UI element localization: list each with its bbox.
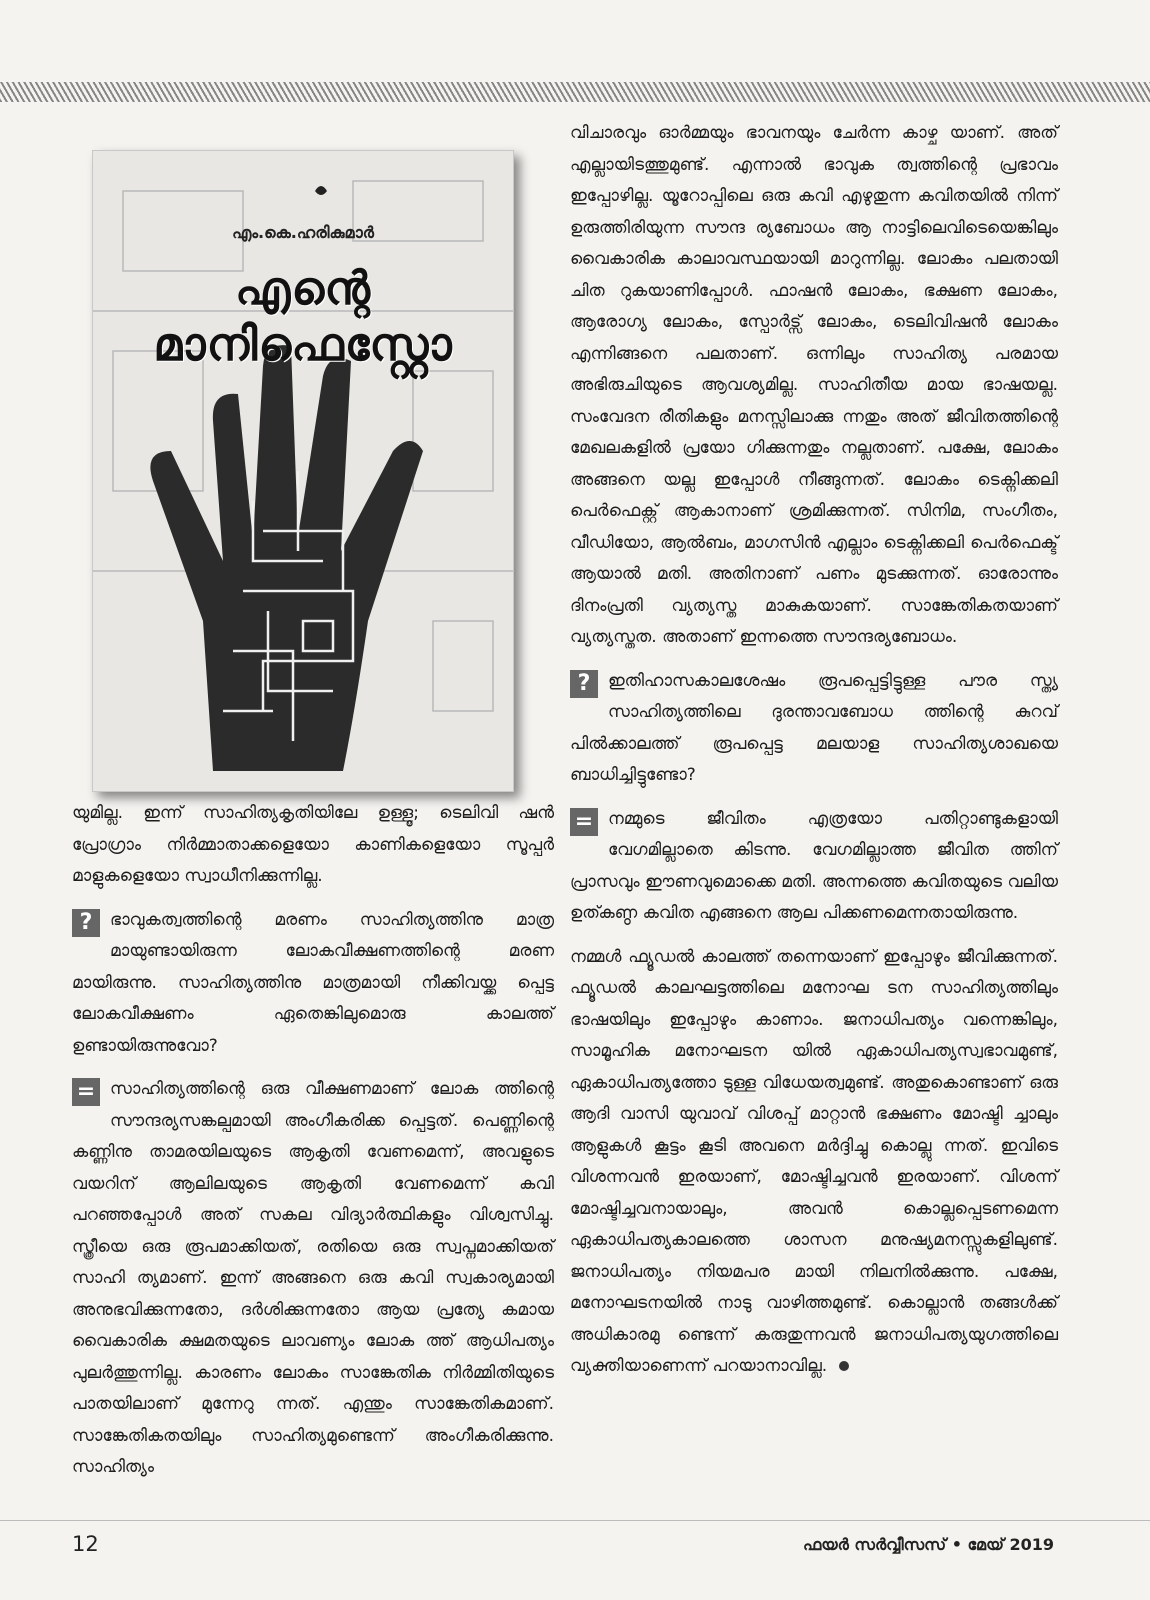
footer-rule (0, 1520, 1150, 1521)
answer-text: നമ്മുടെ ജീവിതം എത്രയോ പതിറ്റാണ്ടുകളായി വേഗമില്ലാതെ കിടന്നു. വേഗമില്ലാത്ത ജീവിത ത്തിന് പ്രാസവും ഈണവുമൊക്കെ മതി. അന്നത്തെ കവിതയുടെ വലിയ ഉത്കണ്ഠ കവിത എങ്ങനെ ആല പിക്കണമെന്നതായിരുന്നു. (570, 808, 1058, 923)
paragraph: വിചാരവും ഓർമ്മയും ഭാവനയും ചേർന്ന കാഴ്ച യാണ്. അത് എല്ലായിടത്തുമുണ്ട്. എന്നാൽ ഭാവുക ത്വത്തിന്റെ പ്രഭാവം ഇപ്പോഴില്ല. യൂറോപ്പിലെ ഒരു കവി എഴുതുന്ന കവിതയിൽ നിന്ന് ഉരുത്തിരിയുന്ന സൗന്ദ ര്യബോധം ആ നാട്ടിലെവിടെയെങ്കിലും വൈകാരിക കാലാവസ്ഥയായി മാറുന്നില്ല. ലോകം പലതായി ചിത റുകയാണിപ്പോൾ. ഫാഷൻ ലോകം, ഭക്ഷണ ലോകം, ആരോഗ്യ ലോകം, സ്പോർട്സ് ലോകം, ടെലിവിഷൻ ലോകം എന്നിങ്ങനെ പലതാണ്. ഒന്നിലും സാഹിത്യ പരമായ അഭിരുചിയുടെ ആവശ്യമില്ല. സാഹിതീയ മായ ഭാഷയല്ല. സംവേദന രീതികളും മനസ്സിലാക്കു ന്നതും അത് ജീവിതത്തിന്റെ മേഖലകളിൽ പ്രയോ ഗിക്കുന്നതും നല്ലതാണ്. പക്ഷേ, ലോകം അങ്ങനെ യല്ല ഇപ്പോൾ നീങ്ങുന്നത്. ലോകം ടെക്നിക്കലി പെർഫെക്റ്റ് ആകാനാണ് ശ്രമിക്കുന്നത്. സിനിമ, സംഗീതം, വീഡിയോ, ആൽബം, മാഗസിൻ എല്ലാം ടെക്നിക്കലി പെർഫെക്ട് ആയാൽ മതി. അതിനാണ് പണം മുടക്കുന്നത്. ഓരോന്നും ദിനംപ്രതി വ്യത്യസ്ത മാകുകയാണ്. സാങ്കേതികതയാണ് വ്യത്യസ്തത. അതാണ് ഇന്നത്തെ സൗന്ദര്യബോധം. (570, 123, 1058, 647)
left-column (72, 798, 554, 1496)
book-cover-image (92, 150, 514, 792)
answer-block (72, 1074, 554, 1484)
publisher-logo-icon (315, 186, 327, 195)
paragraph-text: നമ്മൾ ഫ്യൂഡൽ കാലത്ത് തന്നെയാണ് ഇപ്പോഴും ജീവിക്കുന്നത്. ഫ്യൂഡൽ കാലഘട്ടത്തിലെ മനോഘ ടന സാഹിത്യത്തിലും ഭാഷയിലും ഇപ്പോഴും കാണാം. ജനാധിപത്യം വന്നെങ്കിലും, സാമൂഹിക മനോഘടന യിൽ ഏകാധിപത്യസ്വഭാവമുണ്ട്, ഏകാധിപത്യത്തോ ടുള്ള വിധേയത്വമുണ്ട്. അതുകൊണ്ടാണ് ഒരു ആദി വാസി യുവാവ് വിശപ്പ് മാറ്റാൻ ഭക്ഷണം മോഷ്ടി ച്ചാലും ആളുകൾ കൂട്ടം കൂടി അവനെ മർദ്ദിച്ചു കൊല്ലു ന്നത്. ഇവിടെ വിശന്നവൻ ഇരയാണ്, മോഷ്ടിച്ചവൻ ഇരയാണ്. വിശന്ന് മോഷ്ടിച്ചവനായാലും, അവൻ കൊല്ലപ്പെടണമെന്ന ഏകാധിപത്യകാലത്തെ ശാസന മനുഷ്യമനസ്സുകളിലുണ്ട്. ജനാധിപത്യം നിയമപര മായി നിലനിൽക്കുന്നു. പക്ഷേ, മനോഘടനയിൽ നാടു വാഴിത്തമുണ്ട്. കൊല്ലാൻ തങ്ങൾക്ക് അധികാരമു ണ്ടെന്ന് കരുതുന്നവൻ ജനാധിപത്യയുഗത്തിലെ വ്യക്തിയാണെന്ന് പറയാനാവില്ല. (570, 946, 1058, 1376)
question-text: ഇതിഹാസകാലശേഷം രൂപപ്പെട്ടിട്ടുള്ള പൗര സ്ത്യ സാഹിത്യത്തിലെ ദുരന്താവബോധ ത്തിന്റെ കുറവ് പിൽക്കാലത്ത് രൂപപ്പെട്ട മലയാള സാഹിത്യശാഖയെ ബാധിച്ചിട്ടുണ്ടോ? (570, 670, 1058, 785)
paragraph: യുമില്ല. ഇന്ന് സാഹിത്യകൃതിയിലേ ഉള്ളൂ; ടെലിവി ഷൻ പ്രോഗ്രാം നിർമ്മാതാക്കളെയോ കാണികളെയോ സൂപ്പർ മാളുകളെയോ സ്വാധീനിക്കുന്നില്ല. (72, 803, 554, 886)
equals-icon: = (72, 1078, 100, 1106)
page-number: 12 (72, 1532, 99, 1556)
magazine-issue: ഫയർ സർവ്വീസസ് • മേയ് 2019 (803, 1535, 1054, 1554)
answer-block (570, 804, 1058, 930)
right-column (570, 118, 1058, 1395)
hand-illustration (93, 151, 513, 791)
end-mark-icon (839, 1361, 849, 1371)
cover-title: എന്റെ മാനിഫെസ്റ്റോ (153, 261, 453, 371)
header-hatch-rule (0, 82, 1150, 102)
paragraph (570, 942, 1058, 1383)
question-mark-icon: ? (570, 670, 598, 698)
question-block (570, 666, 1058, 792)
question-block (72, 905, 554, 1063)
question-mark-icon: ? (72, 909, 100, 937)
question-text: ഭാവുകത്വത്തിന്റെ മരണം സാഹിത്യത്തിനു മാത്ര മായുണ്ടായിരുന്ന ലോകവീക്ഷണത്തിന്റെ മരണ മായിരുന്നു. സാഹിത്യത്തിനു മാത്രമായി നീക്കിവയ്ക്ക പ്പെട്ട ലോകവീക്ഷണം ഏതെങ്കിലുമൊരു കാലത്ത് ഉണ്ടായിരുന്നുവോ? (72, 909, 554, 1056)
answer-text: സാഹിത്യത്തിന്റെ ഒരു വീക്ഷണമാണ് ലോക ത്തിന്റെ സൗന്ദര്യസങ്കല്പമായി അംഗീകരിക്ക പ്പെട്ടത്. പെണ്ണിന്റെ കണ്ണിനു താമരയിലയുടെ ആകൃതി വേണമെന്ന്, അവളുടെ വയറിന് ആലിലയുടെ ആകൃതി വേണമെന്ന് കവി പറഞ്ഞപ്പോൾ അത് സകല വിദ്യാർത്ഥികളും വിശ്വസിച്ചു. സ്ത്രീയെ ഒരു രൂപമാക്കിയത്, രതിയെ ഒരു സ്വപ്നമാക്കിയത് സാഹി ത്യമാണ്. ഇന്ന് അങ്ങനെ ഒരു കവി സ്വകാര്യമായി അനുഭവിക്കുന്നതോ, ദർശിക്കുന്നതോ ആയ പ്രത്യേ കമായ വൈകാരിക ക്ഷമതയുടെ ലാവണ്യം ലോക ത്ത് ആധിപത്യം പുലർത്തുന്നില്ല. കാരണം ലോകം സാങ്കേതിക നിർമ്മിതിയുടെ പാതയിലാണ് മുന്നേറു ന്നത്. എന്തും സാങ്കേതികമാണ്. സാങ്കേതികതയിലും സാഹിത്യമുണ്ടെന്ന് അംഗീകരിക്കുന്നു. സാഹിത്യം (72, 1079, 554, 1477)
cover-author: എം.കെ.ഹരികുമാർ (232, 223, 374, 242)
equals-icon: = (570, 808, 598, 836)
